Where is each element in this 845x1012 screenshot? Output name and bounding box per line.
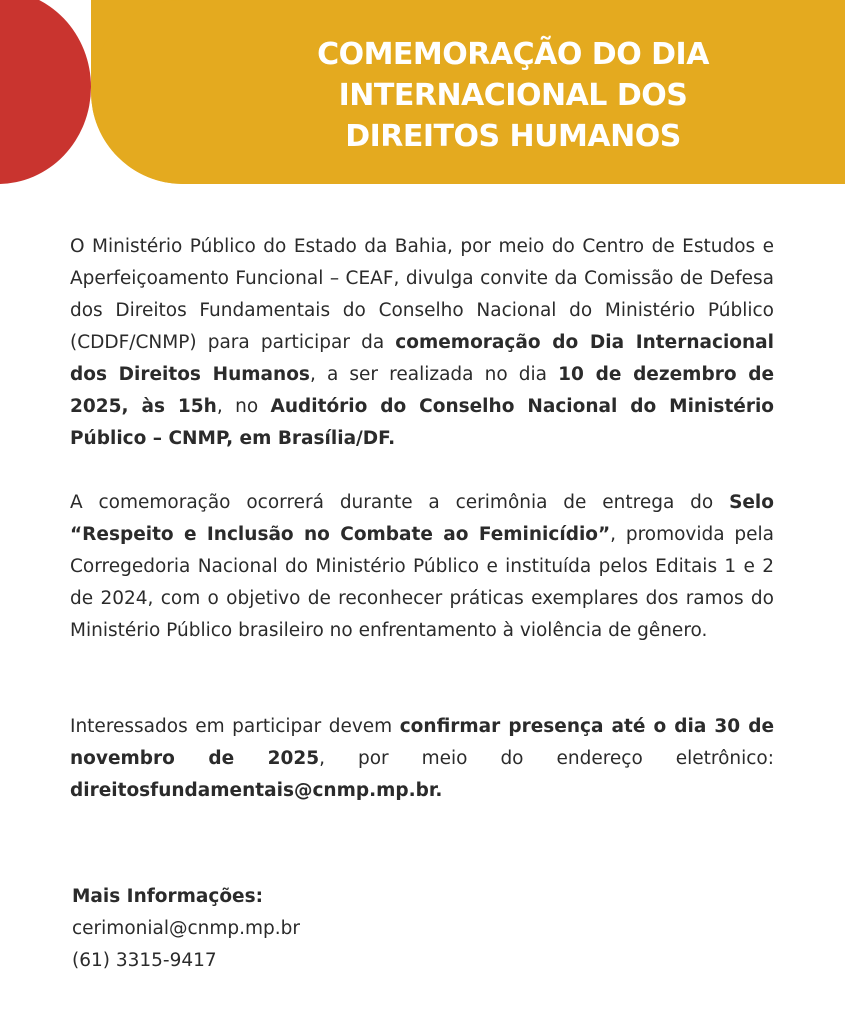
page-title: COMEMORAÇÃO DO DIA INTERNACIONAL DOS DIREITOS HUMANOS	[317, 37, 709, 154]
paragraph-text: O Ministério Público do Estado da Bahia, por meio do Centro de Estudos e Aperfeiçoamento Funcional – CEAF, divulga convite da Comissão de Defesa dos Direitos Fundamentais do Conselho Nacional do Ministério Público (CDDF/CNMP) para participar da	[70, 236, 774, 353]
paragraph-text: , a ser realizada no dia	[309, 364, 559, 385]
seal-name: Selo “Respeito e Inclusão no Combate ao Feminicídio”	[70, 492, 774, 545]
rsvp-paragraph	[70, 711, 774, 807]
rsvp-email-link[interactable]: direitosfundamentais@cnmp.mp.br.	[70, 780, 443, 801]
paragraph-text: A comemoração ocorrerá durante a cerimônia de entrega do	[70, 492, 730, 513]
rsvp-deadline: confirmar presença até o dia 30 de novembro de 2025	[70, 716, 774, 769]
header-banner	[91, 0, 845, 184]
invitation-paragraph	[70, 231, 774, 455]
contact-email-link[interactable]: cerimonial@cnmp.mp.br	[72, 918, 301, 939]
more-info-section	[72, 881, 300, 977]
event-date: 10 de dezembro de 2025, às 15h	[70, 364, 775, 417]
ceremony-paragraph	[70, 487, 774, 647]
paragraph-text: , no	[216, 396, 271, 417]
event-name: comemoração do Dia Internacional dos Direitos Humanos	[70, 332, 774, 385]
more-info-title: Mais Informações:	[72, 886, 264, 907]
contact-phone: (61) 3315-9417	[72, 950, 217, 971]
paragraph-text: Interessados em participar devem	[70, 716, 400, 737]
event-location: Auditório do Conselho Nacional do Ministério Público – CNMP, em Brasília/DF.	[70, 396, 775, 449]
paragraph-text: , promovida pela Corregedoria Nacional do Ministério Público e instituída pelos Editais 1 e 2 de 2024, com o objetivo de reconhecer práticas exemplares dos ramos do Ministério Público brasileiro no enfrentamento à violência de gênero.	[70, 524, 775, 641]
paragraph-text: , por meio do endereço eletrônico:	[319, 748, 774, 769]
decorative-red-circle	[0, 0, 91, 184]
